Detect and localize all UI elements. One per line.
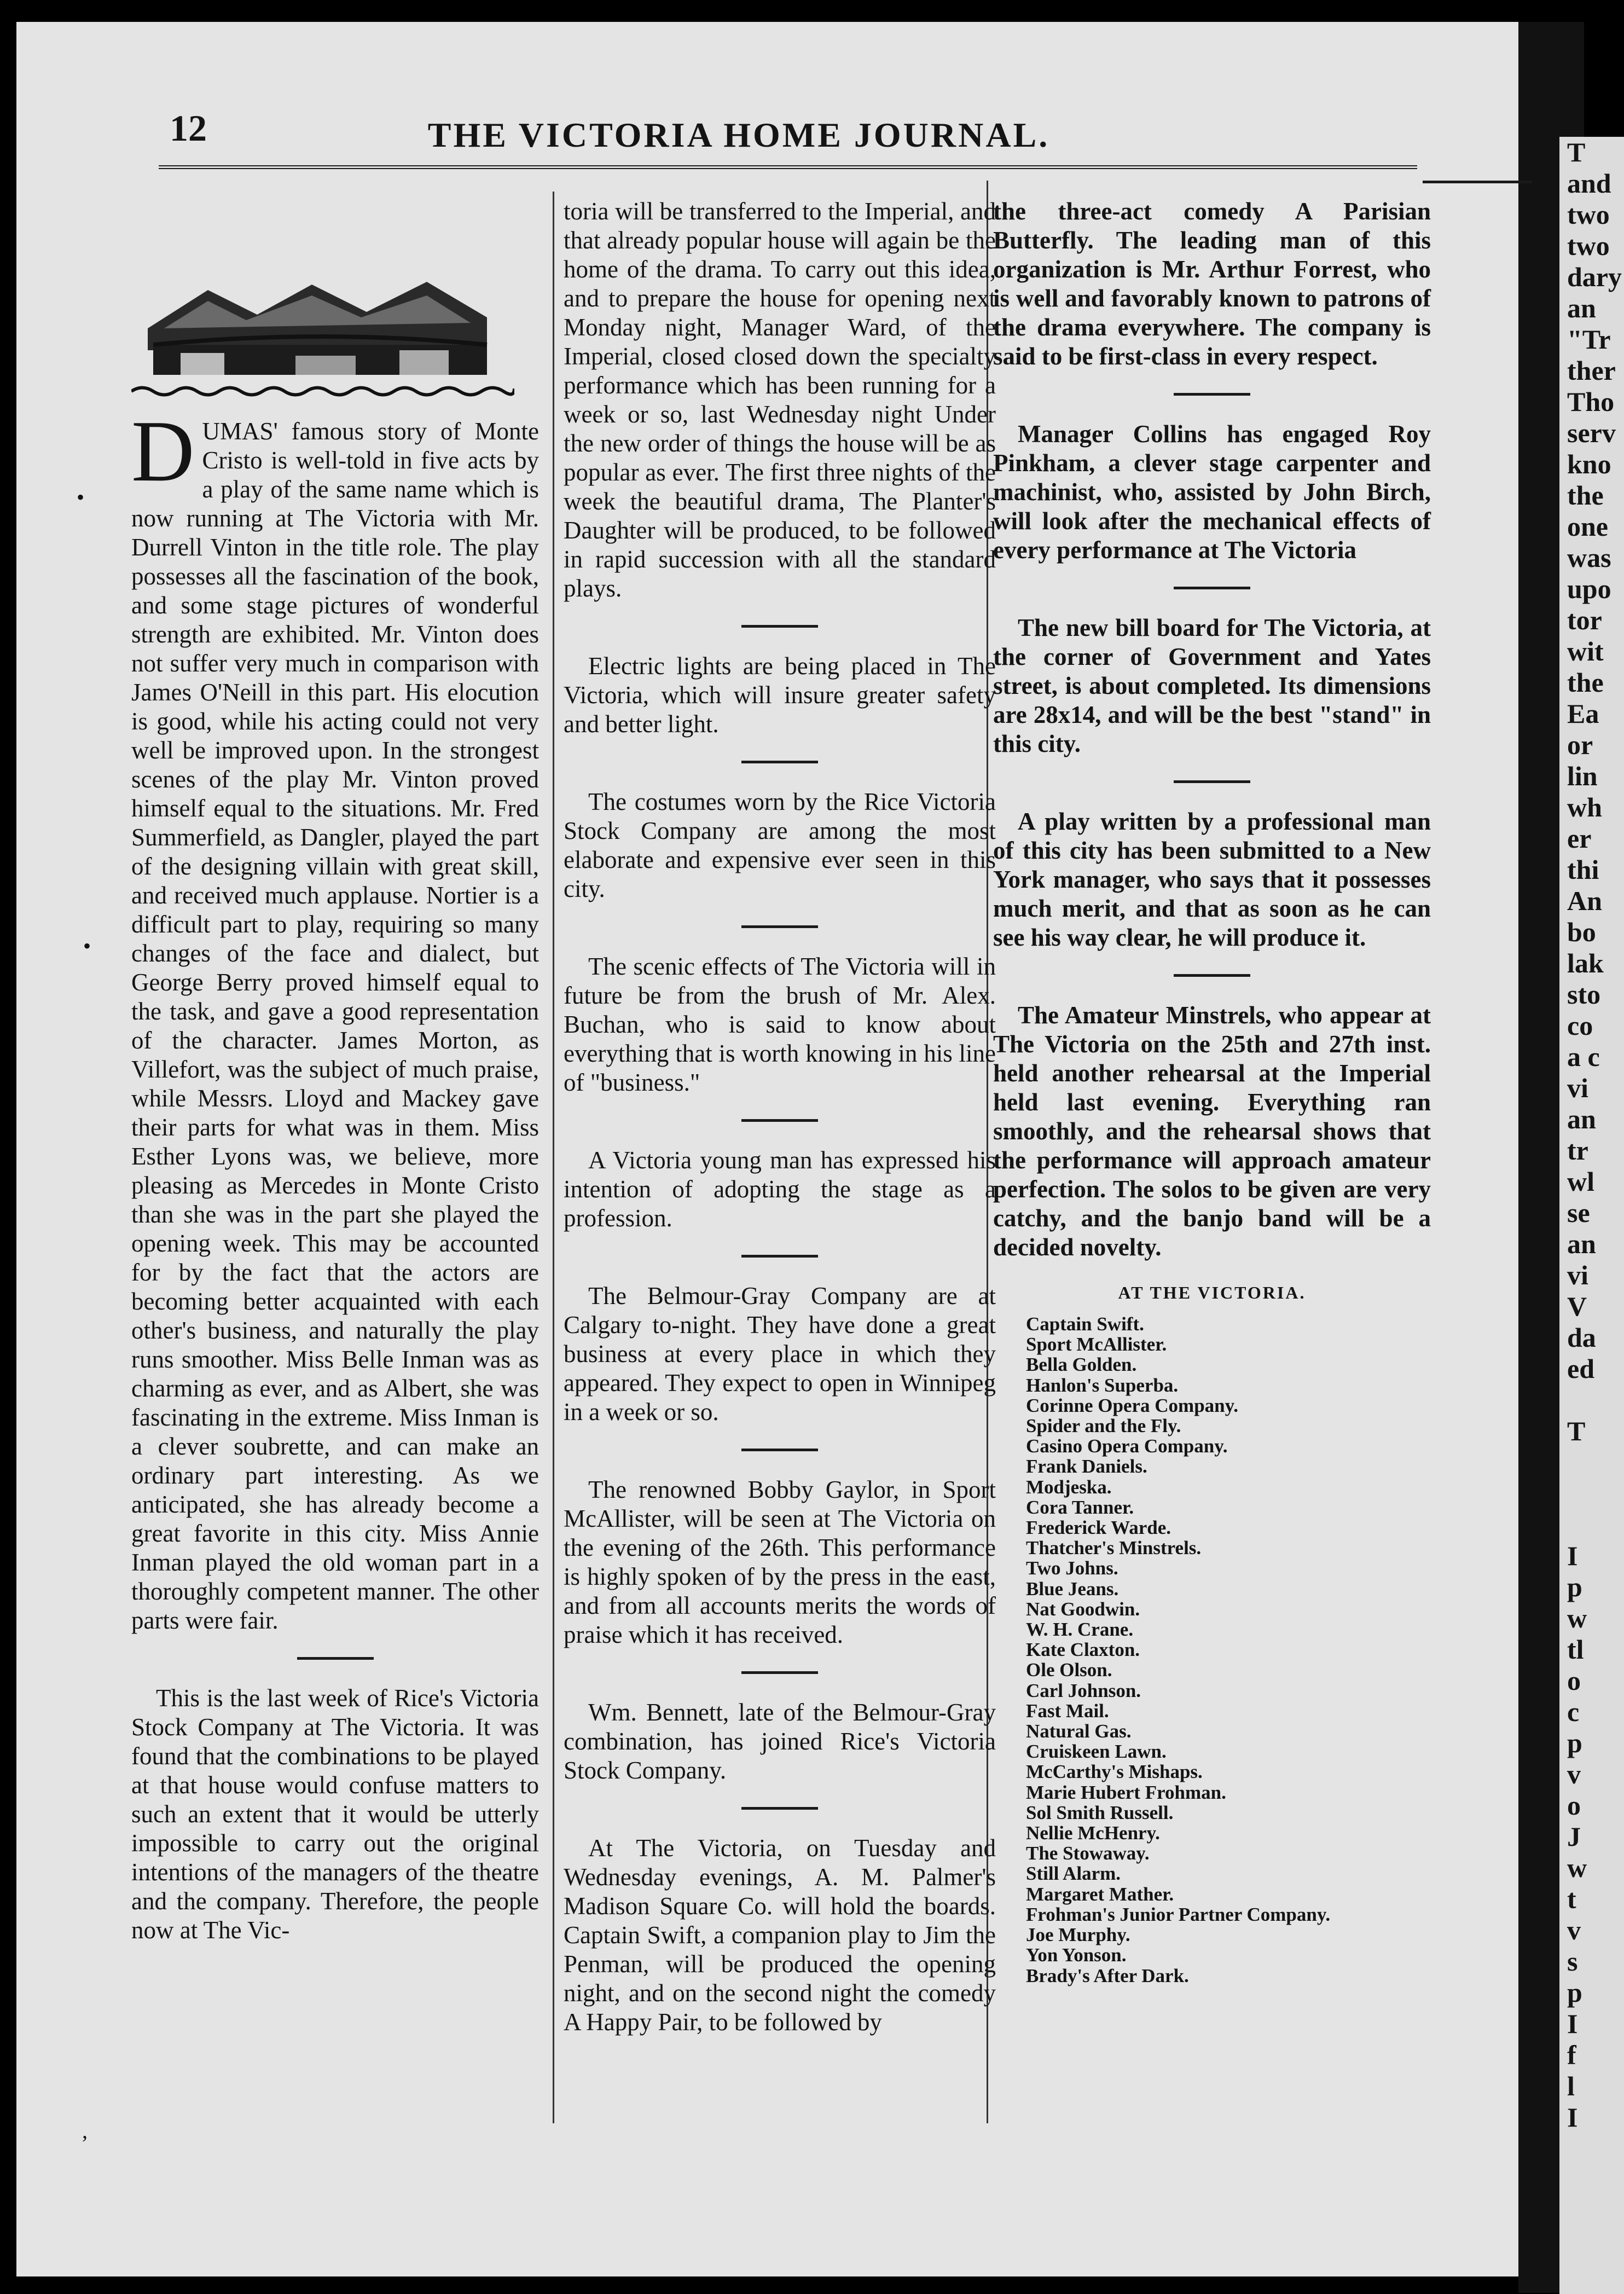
attractions-list (993, 1314, 1431, 1986)
next-page-fragment (1559, 137, 1624, 2294)
attraction-item: Corinne Opera Company. (1026, 1394, 1238, 1416)
attraction-item: Nat Goodwin. (1026, 1598, 1140, 1620)
next-page-text-fragment: an (1567, 293, 1596, 323)
masthead-title: THE VICTORIA HOME JOURNAL. (427, 115, 1050, 154)
attraction-item: Sol Smith Russell. (1026, 1801, 1174, 1823)
next-page-text-fragment: da (1567, 1322, 1596, 1353)
article-bobby-gaylor: The renowned Bobby Gaylor, in Sport McAllister, will be seen at The Victoria on the evening of the 26th. This performance is highly spoken of by the press in the east, and from all accounts merits the words of praise which it has received. (564, 1476, 996, 1648)
next-page-text-fragment: tl (1567, 1634, 1584, 1665)
article-young-man: A Victoria young man has expressed his intention of adopting the stage as a profession. (564, 1146, 996, 1232)
next-page-text-fragment: thi (1567, 854, 1599, 885)
page-number: 12 (170, 107, 207, 149)
next-page-text-fragment: An (1567, 885, 1602, 916)
article-manager-collins: Manager Collins has engaged Roy Pinkham, a clever stage carpenter and machinist, who, assisted by John Birch, will look after the mechanical effects of every performance at The Victoria (993, 420, 1431, 564)
attraction-item: Natural Gas. (1026, 1720, 1132, 1742)
next-page-text-fragment: v (1567, 1759, 1581, 1789)
next-page-text-fragment: p (1567, 1977, 1582, 2008)
section-rule (741, 1119, 818, 1122)
next-page-text-fragment: I (1567, 2008, 1578, 2039)
attraction-item: Kate Claxton. (1026, 1639, 1140, 1661)
column-3 (993, 197, 1431, 1986)
article-bill-board: The new bill board for The Victoria, at the corner of Government and Yates street, is about completed. Its dimensions are 28x14, and will be the best "stand" in this city. (993, 614, 1431, 757)
next-page-text-fragment: lak (1567, 948, 1604, 978)
header-rule-right (1423, 181, 1532, 183)
next-page-text-fragment: one (1567, 511, 1608, 542)
next-page-text-fragment (1559, 1509, 1624, 1540)
section-rule (1174, 780, 1250, 783)
next-page-text-fragment: an (1567, 1104, 1596, 1134)
attraction-item: Margaret Mather. (1026, 1883, 1174, 1905)
next-page-text-fragment: T (1567, 1416, 1586, 1446)
attraction-item: Carl Johnson. (1026, 1679, 1141, 1701)
article-new-play: A play written by a professional man of this city has been submitted to a New York manager, who says that it possesses much merit, and that as soon as he can see his way clear, he will produce it. (993, 808, 1431, 951)
next-page-text-fragment: an (1567, 1229, 1596, 1259)
next-page-text-fragment: two (1567, 230, 1610, 261)
next-page-text-fragment: was (1567, 542, 1611, 573)
next-page-text-fragment: t (1567, 1884, 1576, 1914)
next-page-text-fragment: c (1567, 1696, 1580, 1727)
next-page-text-fragment: the (1567, 667, 1604, 698)
next-page-text-fragment: the (1567, 480, 1604, 511)
next-page-text-fragment: o (1567, 1790, 1581, 1821)
next-page-text-fragment: T (1567, 137, 1586, 167)
next-page-text-fragment: w (1567, 1603, 1587, 1633)
article-monte-cristo-text: UMAS' famous story of Monte Cristo is well-told in five acts by a play of the same name which is now running at The Victoria with Mr. Durrell Vinton in the title role. The play possesses all the fascination of the book, and some stage pictures of wonderful strength are exhibited. Mr. Vinton does not suffer very much in comparison with James O'Neill in this part. His elocution is good, while his acting could not very well be improved upon. In the strongest scenes of the play Mr. Vinton proved himself equal to the situations. Mr. Fred Summerfield, as Dangler, played the part of the designing villain with great skill, and received much applause. Nortier is a difficult part to play, requiring so many changes of the face and dialect, but George Berry proved himself equal to the task, and gave a good representation of the character. James Morton, as Villefort, was the subject of much praise, while Messrs. Lloyd and Mackey gave their parts for what was in them. Miss Esther Lyons was, we believe, more pleasing as Mercedes in Monte Cristo than she was in the part she played the opening week. This may be accounted for by the fact that the actors are becoming better acquainted with each other's business, and naturally the play runs smoother. Miss Belle Inman was as charming as ever, and as Albert, she was fascinating in the extreme. Miss Inman is a clever soubrette, and can make an ordinary part interesting. As we anticipated, she has already become a great favorite in this city. Miss Annie Inman played the old woman part in a thoroughly competent manner. The other parts were fair. (131, 418, 539, 1634)
section-rule (1174, 587, 1250, 589)
next-page-text-fragment (1559, 1478, 1624, 1509)
next-page-text-fragment (1559, 1384, 1624, 1416)
next-page-text-fragment: w (1567, 1852, 1587, 1883)
next-page-text-fragment: "Tr (1567, 324, 1611, 355)
attraction-item: Brady's After Dark. (1026, 1965, 1189, 1986)
next-page-text-fragment: v (1567, 1915, 1581, 1945)
next-page-text-fragment: p (1567, 1572, 1582, 1602)
next-page-text-fragment: I (1567, 2102, 1578, 2133)
next-page-text-fragment: se (1567, 1197, 1590, 1228)
attraction-item: Ole Olson. (1026, 1659, 1112, 1681)
theatre-illustration (131, 263, 514, 399)
next-page-text-fragment: dary (1567, 262, 1622, 292)
next-page-text-fragment: f (1567, 2040, 1576, 2070)
attraction-item: Two Johns. (1026, 1557, 1118, 1579)
next-page-text-fragment: Ea (1567, 698, 1599, 729)
article-bennett: Wm. Bennett, late of the Belmour-Gray combination, has joined Rice's Victoria Stock Company. (564, 1699, 996, 1784)
article-monte-cristo (131, 402, 539, 1635)
margin-bullet: • (77, 485, 85, 509)
attraction-item: W. H. Crane. (1026, 1619, 1134, 1641)
article-belmour-gray: The Belmour-Gray Company are at Calgary to-night. They have done a great business at every place in which they appeared. They expect to open in Winnipeg in a week or so. (564, 1282, 996, 1426)
column-2 (564, 197, 996, 2037)
next-page-text-fragment: wl (1567, 1166, 1594, 1197)
next-page-text-fragment: co (1567, 1010, 1593, 1041)
article-scenic-effects: The scenic effects of The Victoria will in future be from the brush of Mr. Alex. Buchan, who is said to know about everything that is worth knowing in his line of "business." (564, 953, 996, 1096)
column-rule-1 (553, 192, 554, 2123)
article-imperial: toria will be transferred to the Imperial, and that already popular house will again be the home of the drama. To carry out this idea, and to prepare the house for opening next Monday night, Manager Ward, of the Imperial, closed closed down the specialty performance which has been running for a week or so, last Wednesday night Under the new order of things the house will be as popular as ever. The first three nights of the week the beautiful drama, The Planter's Daughter will be produced, to be followed in rapid succession with all the standard plays. (564, 198, 996, 602)
next-page-text-fragment: J (1567, 1821, 1581, 1852)
section-rule (741, 761, 818, 763)
next-page-text-fragment: and (1567, 168, 1611, 199)
article-costumes: The costumes worn by the Rice Victoria Stock Company are among the most elaborate and expensive ever seen in this city. (564, 788, 996, 902)
attraction-item: Blue Jeans. (1026, 1578, 1119, 1600)
header-rule (159, 165, 1417, 169)
margin-bullet: • (83, 934, 91, 958)
attraction-item: Sport McAllister. (1026, 1334, 1167, 1355)
next-page-text-fragment: er (1567, 823, 1592, 854)
section-rule (297, 1657, 374, 1660)
attraction-item: Joe Murphy. (1026, 1924, 1130, 1946)
section-rule (741, 625, 818, 628)
attraction-item: Captain Swift. (1026, 1313, 1144, 1335)
attraction-item: Frederick Warde. (1026, 1517, 1171, 1539)
next-page-text-fragment: kno (1567, 449, 1611, 479)
attraction-item: Fast Mail. (1026, 1700, 1109, 1722)
next-page-text-fragment: vi (1567, 1073, 1588, 1103)
next-page-text-fragment: o (1567, 1665, 1581, 1696)
article-amateur-minstrels: The Amateur Minstrels, who appear at The Victoria on the 25th and 27th inst. held another rehearsal at the Imperial held last evening. Everything ran smoothly, and the rehearsal shows that the performance will approach amateur perfection. The solos to be given are very catchy, and the banjo band will be a decided novelty. (993, 1001, 1431, 1261)
attraction-item: Modjeska. (1026, 1476, 1112, 1498)
section-rule (741, 1255, 818, 1258)
next-page-text-fragment: wit (1567, 636, 1604, 667)
next-page-text-fragment: tr (1567, 1135, 1588, 1166)
next-page-text-fragment: s (1567, 1946, 1578, 1977)
attraction-item: Cruiskeen Lawn. (1026, 1741, 1167, 1763)
attraction-item: Still Alarm. (1026, 1863, 1121, 1885)
next-page-text-fragment: a c (1567, 1041, 1600, 1072)
next-page-text-fragment: Tho (1567, 386, 1615, 417)
attraction-item: Bella Golden. (1026, 1354, 1137, 1376)
attraction-item: Casino Opera Company. (1026, 1435, 1228, 1457)
attraction-item: Nellie McHenry. (1026, 1822, 1160, 1844)
next-page-text-fragment (1559, 1447, 1624, 1478)
next-page-text-fragment: l (1567, 2071, 1575, 2101)
next-page-text-fragment: bo (1567, 917, 1596, 947)
attraction-item: Frohman's Junior Partner Company. (1026, 1903, 1331, 1925)
next-page-text-fragment: wh (1567, 792, 1602, 822)
attraction-item: Cora Tanner. (1026, 1496, 1134, 1518)
section-rule (741, 925, 818, 928)
next-page-text-fragment: or (1567, 729, 1593, 760)
attraction-item: Thatcher's Minstrels. (1026, 1537, 1202, 1559)
attraction-item: The Stowaway. (1026, 1843, 1150, 1864)
attraction-item: McCarthy's Mishaps. (1026, 1761, 1203, 1783)
attraction-item: Marie Hubert Frohman. (1026, 1781, 1226, 1803)
section-rule (1174, 393, 1250, 396)
attraction-item: Frank Daniels. (1026, 1456, 1147, 1478)
next-page-text-fragment: vi (1567, 1260, 1588, 1290)
article-last-week: This is the last week of Rice's Victoria Stock Company at The Victoria. It was found that the combinations to be played at that house would confuse matters to such an extent that it would be utterly impossible to carry out the original intentions of the managers of the theatre and the company. Therefore, the people now at The Vic- (131, 1684, 539, 1944)
article-parisian-butterfly: the three-act comedy A Parisian Butterfly. The leading man of this organization is Mr. Arthur Forrest, who is well and favorably known to patrons of the drama everywhere. The company is said to be first-class in every respect. (993, 198, 1431, 370)
next-page-text-fragment: upo (1567, 574, 1611, 604)
section-rule (1174, 974, 1250, 977)
next-page-text-fragment: ther (1567, 355, 1616, 386)
attraction-item: Spider and the Fly. (1026, 1415, 1181, 1437)
next-page-text-fragment: tor (1567, 605, 1602, 635)
next-page-text-fragment: V (1567, 1291, 1587, 1322)
next-page-text-fragment: serv (1567, 418, 1616, 448)
section-rule (741, 1807, 818, 1810)
section-rule (741, 1671, 818, 1674)
drop-cap: D (131, 402, 195, 500)
next-page-text-fragment: I (1567, 1540, 1578, 1571)
section-rule (741, 1449, 818, 1451)
article-palmer: At The Victoria, on Tuesday and Wednesday evenings, A. M. Palmer's Madison Square Co. will hold the boards. Captain Swift, a companion play to Jim the Penman, will be produced the opening night, and on the second night the comedy A Happy Pair, to be followed by (564, 1834, 996, 2036)
next-page-text-fragment: lin (1567, 761, 1598, 791)
next-page-text-fragment: p (1567, 1728, 1582, 1758)
column-1 (131, 197, 539, 1945)
attraction-item: Hanlon's Superba. (1026, 1374, 1179, 1396)
attractions-list-heading: AT THE VICTORIA. (1118, 1283, 1306, 1302)
article-electric-lights: Electric lights are being placed in The Victoria, which will insure greater safety and better light. (564, 652, 996, 738)
margin-tick: , (82, 2118, 88, 2143)
next-page-text-fragment: ed (1567, 1353, 1594, 1384)
next-page-text-fragment: sto (1567, 979, 1601, 1010)
next-page-text-fragment: two (1567, 199, 1610, 230)
attraction-item: Yon Yonson. (1026, 1944, 1127, 1966)
